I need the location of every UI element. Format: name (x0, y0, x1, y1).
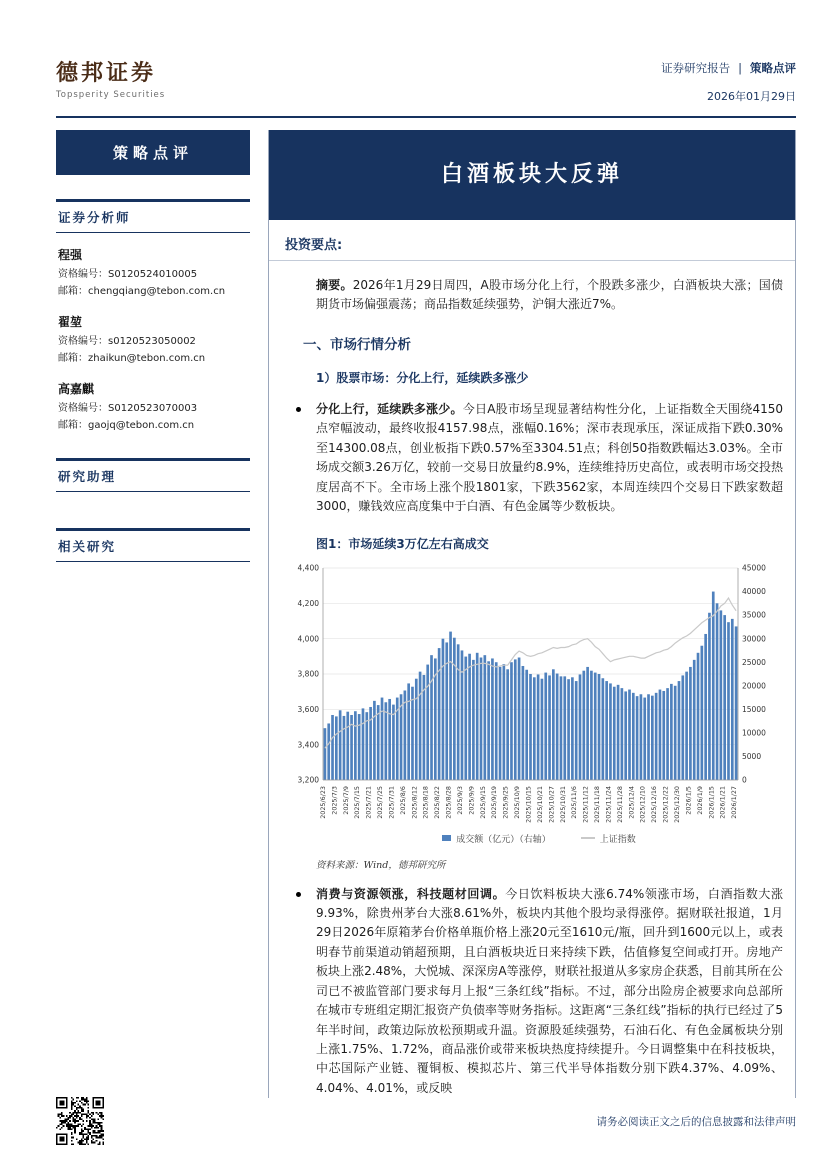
sidebar-category-banner: 策略点评 (56, 130, 250, 175)
svg-text:30000: 30000 (742, 633, 766, 643)
svg-text:2025/7/9: 2025/7/9 (341, 785, 350, 815)
bullet-body: 今日A股市场呈现显著结构性分化，上证指数全天围绕4150点窄幅波动，最终收报4157.98点，涨幅0.16%；深市表现承压，深证成指下跌0.30%至14300.08点，创业板指下跌0.57%至3304.51点；科创50指数跌幅达3.03%。全市场成交额3.26万亿，较前一交易日放量约8.9%，连续维持历史高位，或表明市场交投热度居高不下。全市场上涨个股1801家，下跌3562家，本周连续四个交易日下跌家数超3000，赚钱效应高度集中于白酒、有色金属等少数板块。 (316, 401, 783, 514)
legend-label: 成交额（亿元）（右轴） (456, 834, 551, 845)
header-rule (56, 116, 796, 118)
subsection-heading: 1）股票市场：分化上行，延续跌多涨少 (316, 370, 529, 385)
svg-text:2025/10/31: 2025/10/31 (558, 785, 567, 823)
svg-text:4,000: 4,000 (297, 633, 319, 643)
analyst-block (56, 380, 250, 434)
summary-body: 2026年1月29日周四，A股市场分化上行，个股跌多涨少，白酒板块大涨；国债期货市场偏强震荡；商品指数延续强势，沪铜大涨近7%。 (316, 278, 783, 312)
sidebar (56, 130, 250, 1098)
bullet-body: 今日饮料板块大涨6.74%领涨市场，白酒指数大涨9.93%，除贵州茅台大涨8.61%外，板块内其他个股均录得涨停。据财联社报道，1月29日2026年原箱茅台价格单瓶价格上涨20元至1610元/瓶，回升到1600元以上，或表明春节前渠道动销超预期，且白酒板块近日来持续下跌，估值修复空间或打开。房地产板块上涨2.48%，大悦城、深深房A等涨停，财联社报道从多家房企获悉，目前其所在公司已不被监管部门要求每月上报“三条红线”指标。不过，部分出险房企被要求向总部所在城市专班组定期汇报资产负债率等财务指标。这距离“三条红线”指标的执行已经过了5年半时间，政策边际放松预期或升温。资源股延续强势，石油石化、有色金属板块分别上涨1.75%、1.72%，商品涨价或带来板块热度持续提升。今日调整集中在科技板块，中芯国际产业链、覆铜板、模拟芯片、第三代半导体指数分别下跌4.37%、4.09%、4.04%、4.01%，或反映 (316, 886, 783, 1095)
svg-text:2025/9/3: 2025/9/3 (455, 785, 464, 815)
section-heading: 一、市场行情分析 (303, 336, 411, 353)
svg-text:0: 0 (742, 775, 747, 785)
analyst-name: 程强 (58, 248, 83, 262)
svg-text:2025/12/16: 2025/12/16 (650, 785, 659, 823)
report-category-label: 策略点评 (750, 61, 796, 75)
analyst-name: 高嘉麒 (58, 382, 95, 396)
svg-text:2025/9/19: 2025/9/19 (490, 785, 499, 819)
svg-text:2026/1/27: 2026/1/27 (730, 785, 739, 819)
qr-code (56, 1097, 104, 1145)
analyst-block (56, 246, 250, 300)
header-meta (661, 60, 796, 104)
svg-text:35000: 35000 (742, 610, 766, 620)
svg-text:2025/8/28: 2025/8/28 (444, 785, 453, 819)
main-content (268, 130, 796, 1098)
svg-text:2025/10/27: 2025/10/27 (547, 785, 556, 823)
investment-highlights-label: 投资要点: (285, 238, 343, 253)
report-date: 2026年01月29日 (707, 90, 796, 103)
page-header (0, 0, 826, 104)
analyst-cert: 资格编号：S0120524010005 (58, 269, 198, 280)
svg-text:2025/6/23: 2025/6/23 (318, 785, 327, 819)
bullet-item (316, 400, 783, 517)
summary-lead: 摘要。 (316, 278, 353, 292)
svg-text:4,400: 4,400 (297, 563, 319, 573)
analyst-email: 邮箱：chengqiang@tebon.com.cn (58, 285, 226, 297)
highlights-rule (269, 260, 795, 261)
svg-text:2025/11/24: 2025/11/24 (604, 785, 613, 823)
bullet-lead: 消费与资源领涨，科技题材回调。 (316, 886, 506, 901)
analyst-section-title: 证券分析师 (56, 199, 250, 233)
figure-title: 图1：市场延续3万亿左右高成交 (316, 536, 489, 551)
svg-text:2025/8/12: 2025/8/12 (410, 785, 419, 819)
svg-text:2025/12/22: 2025/12/22 (661, 785, 670, 823)
related-research-section-title: 相关研究 (56, 528, 250, 562)
svg-text:45000: 45000 (742, 563, 766, 573)
analyst-name: 翟堃 (58, 315, 83, 329)
chart-legend (283, 832, 795, 845)
report-title: 白酒板块大反弹 (269, 130, 795, 220)
company-logo-cn: 德邦证券 (56, 61, 157, 86)
analyst-cert: 资格编号：s0120523050002 (58, 336, 196, 347)
bullet-item (316, 885, 783, 1099)
svg-text:2025/9/9: 2025/9/9 (467, 785, 476, 815)
bullet-paragraph (316, 400, 783, 517)
summary-paragraph (316, 276, 783, 315)
svg-text:2025/11/6: 2025/11/6 (570, 785, 579, 819)
svg-text:4,200: 4,200 (297, 598, 319, 608)
analyst-email: 邮箱：gaojq@tebon.com.cn (58, 419, 195, 431)
bullet-icon (296, 407, 301, 412)
svg-text:2025/7/31: 2025/7/31 (387, 785, 396, 819)
svg-text:2025/7/21: 2025/7/21 (364, 785, 373, 819)
line-series-marker (581, 837, 595, 839)
svg-text:2025/12/4: 2025/12/4 (627, 785, 636, 819)
svg-text:10000: 10000 (742, 728, 766, 737)
svg-text:2025/7/25: 2025/7/25 (376, 785, 385, 819)
analyst-cert: 资格编号：S0120523070003 (58, 403, 198, 414)
svg-text:2025/7/3: 2025/7/3 (330, 785, 339, 815)
source-note: 资料来源：Wind，德邦研究所 (316, 859, 446, 871)
svg-text:2026/1/15: 2026/1/15 (707, 785, 716, 819)
chart-canvas (283, 558, 783, 830)
svg-text:2026/1/5: 2026/1/5 (684, 785, 693, 815)
svg-text:2025/9/25: 2025/9/25 (501, 785, 510, 819)
svg-text:2025/11/18: 2025/11/18 (593, 785, 602, 823)
page-footer (56, 1097, 796, 1145)
svg-text:3,800: 3,800 (297, 669, 319, 679)
bar-series-marker (442, 835, 451, 841)
svg-text:20000: 20000 (742, 680, 766, 690)
svg-text:2025/12/10: 2025/12/10 (638, 785, 647, 823)
legend-item-volume (442, 832, 551, 845)
volume-index-chart (283, 558, 795, 845)
svg-text:2026/1/21: 2026/1/21 (718, 785, 727, 819)
analyst-email: 邮箱：zhaikun@tebon.com.cn (58, 352, 206, 364)
svg-text:5000: 5000 (742, 751, 762, 761)
legend-label: 上证指数 (599, 834, 636, 845)
bullet-paragraph (316, 885, 783, 1099)
analyst-block (56, 313, 250, 367)
svg-text:2025/9/15: 2025/9/15 (478, 785, 487, 819)
assistant-section-title: 研究助理 (56, 458, 250, 492)
footer-disclaimer: 请务必阅读正文之后的信息披露和法律声明 (596, 1115, 796, 1128)
svg-text:2026/1/9: 2026/1/9 (695, 785, 704, 815)
bullet-icon (296, 892, 301, 897)
svg-text:2025/8/6: 2025/8/6 (398, 785, 407, 815)
svg-text:2025/10/9: 2025/10/9 (513, 785, 522, 819)
svg-text:2025/8/18: 2025/8/18 (421, 785, 430, 819)
svg-text:2025/11/12: 2025/11/12 (581, 785, 590, 823)
svg-text:2025/12/30: 2025/12/30 (672, 785, 681, 823)
svg-text:2025/8/22: 2025/8/22 (433, 785, 442, 819)
svg-text:3,200: 3,200 (297, 775, 319, 785)
svg-text:15000: 15000 (742, 704, 766, 714)
svg-text:2025/10/15: 2025/10/15 (524, 785, 533, 823)
svg-text:2025/10/21: 2025/10/21 (535, 785, 544, 823)
company-logo-en: Topsperity Securities (56, 90, 166, 100)
svg-text:3,400: 3,400 (297, 739, 319, 749)
svg-text:40000: 40000 (742, 586, 766, 596)
svg-text:25000: 25000 (742, 657, 766, 667)
svg-text:2025/7/15: 2025/7/15 (353, 785, 362, 819)
company-logo (56, 56, 165, 100)
svg-text:3,600: 3,600 (297, 704, 319, 714)
bullet-lead: 分化上行，延续跌多涨少。 (316, 401, 463, 416)
report-type-label: 证券研究报告 (661, 61, 731, 75)
legend-item-index (581, 832, 636, 845)
svg-text:2025/11/28: 2025/11/28 (615, 785, 624, 823)
header-separator: | (738, 61, 742, 75)
